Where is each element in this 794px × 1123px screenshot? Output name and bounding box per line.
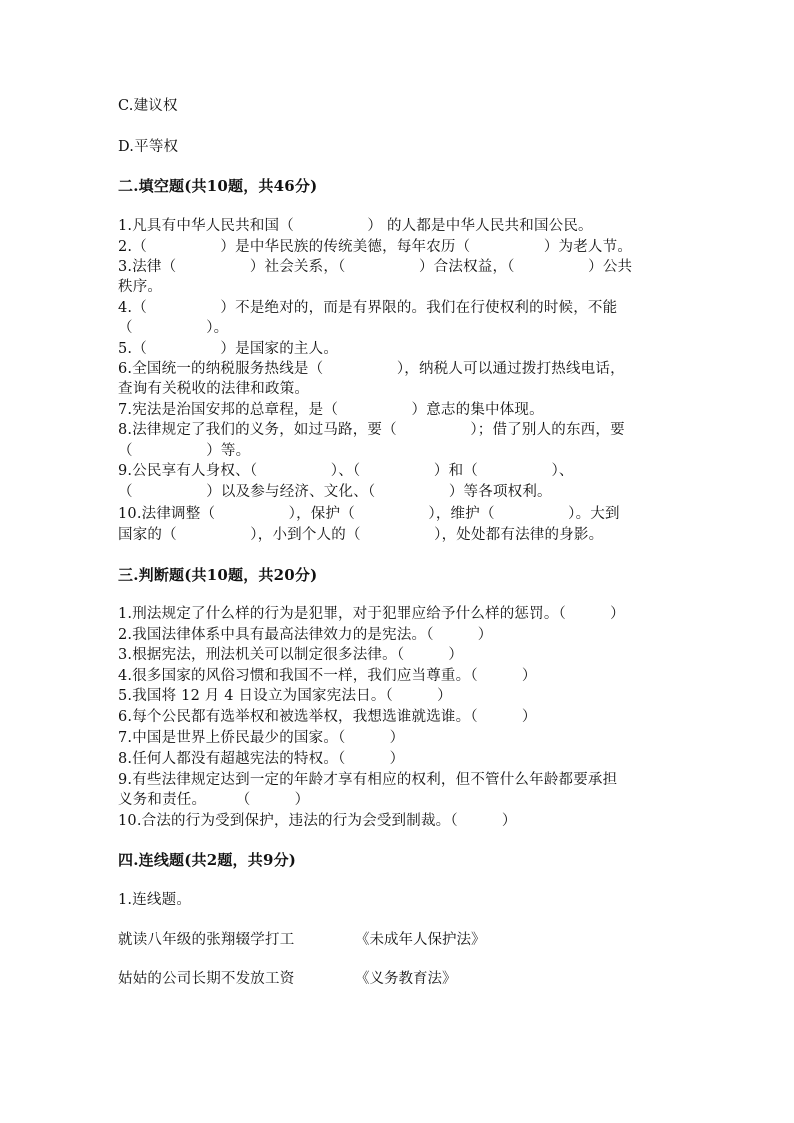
fill-line: （ ）等。: [118, 443, 251, 459]
fill-line: 5.（ ）是国家的主人。: [118, 341, 339, 357]
fill-line: 国家的（ ），小到个人的（ ），处处都有法律的身影。: [118, 527, 604, 543]
judge-line: 义务和责任。 （ ）: [118, 792, 310, 808]
judge-line: 10.合法的行为受到保护，违法的行为会受到制裁。（ ）: [118, 813, 517, 829]
section4-heading: 四.连线题(共2题，共9分): [118, 851, 297, 869]
fill-line: 1.凡具有中华人民共和国（ ） 的人都是中华人民共和国公民。: [118, 218, 593, 234]
judge-line: 1.刑法规定了什么样的行为是犯罪，对于犯罪应给予什么样的惩罚。（ ）: [118, 606, 625, 622]
judge-line: 2.我国法律体系中具有最高法律效力的是宪法。（ ）: [118, 627, 493, 643]
judge-line: 4.很多国家的风俗习惯和我国不一样，我们应当尊重。（ ）: [118, 668, 537, 684]
fill-line: 9.公民享有人身权、（ ）、（ ）和（ ）、: [118, 463, 574, 479]
option-c: C.建议权: [118, 98, 178, 114]
judge-line: 5.我国将 12 月 4 日设立为国家宪法日。（ ）: [118, 688, 452, 704]
fill-line: （ ）以及参与经济、文化、（ ）等各项权利。: [118, 484, 552, 500]
fill-line: 6.全国统一的纳税服务热线是（ ），纳税人可以通过拨打热线电话，: [118, 361, 625, 377]
judge-line: 7.中国是世界上侨民最少的国家。（ ）: [118, 730, 405, 746]
match-right-item: 《未成年人保护法》: [355, 932, 486, 948]
judge-line: 8.任何人都没有超越宪法的特权。（ ）: [118, 751, 405, 767]
fill-line: 3.法律（ ）社会关系，（ ）合法权益，（ ）公共: [118, 259, 633, 275]
fill-line: 秩序。: [118, 279, 163, 295]
section2-heading: 二.填空题(共10题，共46分): [118, 177, 318, 195]
match-intro: 1.连线题。: [118, 892, 192, 908]
match-left-item: 姑姑的公司长期不发放工资: [118, 971, 295, 987]
option-d: D.平等权: [118, 139, 179, 155]
match-left-item: 就读八年级的张翔辍学打工: [118, 932, 295, 948]
fill-line: 2.（ ）是中华民族的传统美德，每年农历（ ）为老人节。: [118, 239, 633, 255]
match-right-item: 《义务教育法》: [355, 971, 457, 987]
section3-heading: 三.判断题(共10题，共20分): [118, 566, 318, 584]
judge-line: 3.根据宪法，刑法机关可以制定很多法律。（ ）: [118, 647, 464, 663]
fill-line: 10.法律调整（ ），保护（ ），维护（ ）。大到: [118, 506, 620, 522]
fill-line: 7.宪法是治国安邦的总章程，是（ ）意志的集中体现。: [118, 402, 544, 418]
fill-line: 查询有关税收的法律和政策。: [118, 381, 310, 397]
judge-line: 9.有些法律规定达到一定的年龄才享有相应的权利，但不管什么年龄都要承担: [118, 772, 618, 788]
fill-line: 8.法律规定了我们的义务，如过马路，要（ ）；借了别人的东西，要: [118, 422, 625, 438]
judge-line: 6.每个公民都有选举权和被选举权，我想选谁就选谁。（ ）: [118, 709, 537, 725]
fill-line: 4.（ ）不是绝对的，而是有界限的。我们在行使权利的时候，不能: [118, 300, 618, 316]
fill-line: （ ）。: [118, 320, 229, 336]
